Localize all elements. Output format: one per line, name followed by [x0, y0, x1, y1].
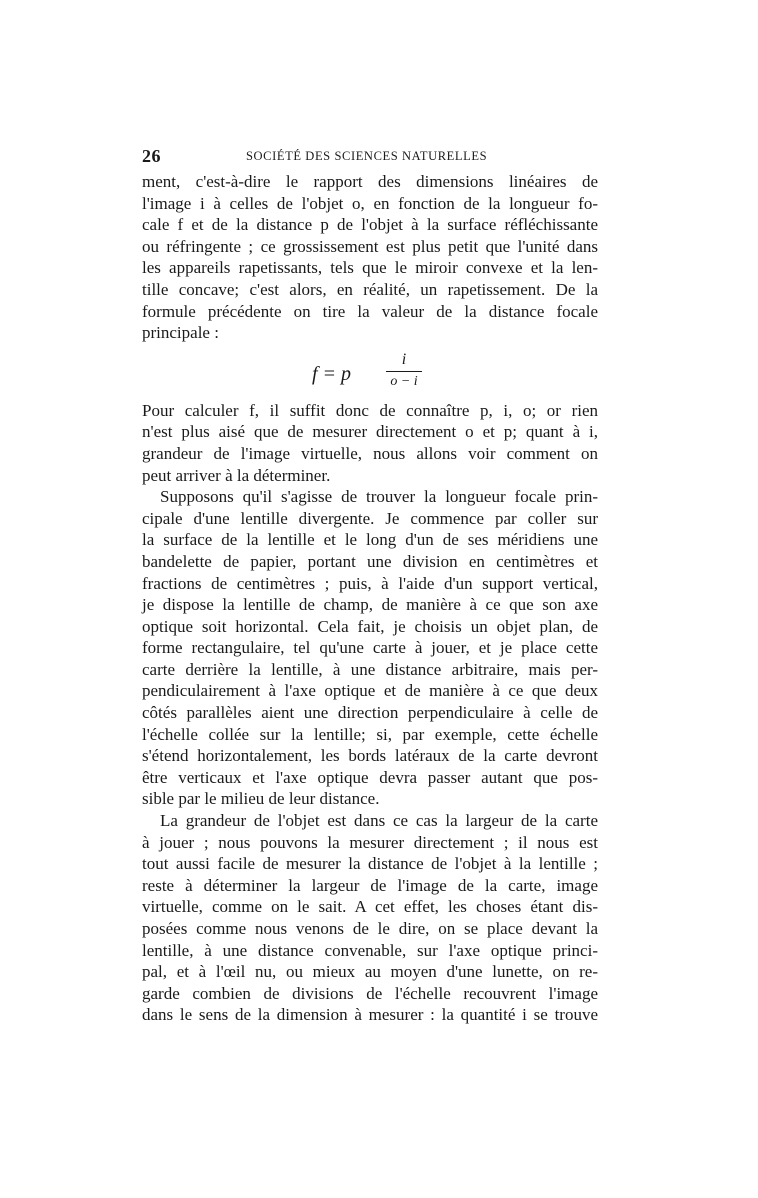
text-line: optique soit horizontal. Cela fait, je choisis un objet plan, de	[142, 616, 598, 636]
text-line: l'image i à celles de l'objet o, en fonction de la longueur fo-	[142, 193, 598, 213]
text-line: je dispose la lentille de champ, de manière à ce que son axe	[142, 595, 598, 615]
text-line: garde combien de divisions de l'échelle recouvrent l'image	[142, 983, 598, 1003]
paragraph-2	[142, 400, 598, 486]
running-head: SOCIÉTÉ DES SCIENCES NATURELLES	[246, 149, 488, 163]
text-line: forme rectangulaire, tel qu'une carte à jouer, et je place cette	[142, 638, 598, 658]
text-line: à jouer ; nous pouvons la mesurer directement ; il nous est	[142, 832, 598, 852]
page-header	[142, 146, 598, 170]
text-line: principale :	[142, 323, 219, 343]
text-line: formule précédente on tire la valeur de la distance focale	[142, 301, 598, 321]
text-line: Pour calculer f, il suffit donc de connaître p, i, o; or rien	[142, 400, 598, 420]
text-line: pendiculairement à l'axe optique et de manière à ce que deux	[142, 681, 598, 701]
text-line: la surface de la lentille et le long d'un de ses méridiens une	[142, 530, 598, 550]
text-line: Supposons qu'il s'agisse de trouver la longueur focale prin-	[160, 487, 598, 507]
text-line: tout aussi facile de mesurer la distance de l'objet à la lentille ;	[142, 854, 598, 874]
text-line: ou réfringente ; ce grossissement est plus petit que l'unité dans	[142, 236, 598, 256]
text-line: n'est plus aisé que de mesurer directement o et p; quant à i,	[142, 422, 598, 442]
paragraph-3	[142, 486, 598, 810]
text-line: dans le sens de la dimension à mesurer : la quantité i se trouve	[142, 1005, 598, 1025]
text-line: ment, c'est-à-dire le rapport des dimensions linéaires de	[142, 172, 598, 191]
text-line: carte derrière la lentille, à une distance arbitraire, mais per-	[142, 659, 598, 679]
formula-block	[142, 344, 598, 400]
text-line: reste à déterminer la largeur de l'image de la carte, image	[142, 875, 598, 895]
text-line: virtuelle, comme on le sait. A cet effet, les choses étant dis-	[142, 897, 598, 917]
formula-denominator: o − i	[390, 373, 418, 389]
text-line: les appareils rapetissants, tels que le miroir convexe et la len-	[142, 258, 598, 278]
text-line: être verticaux et l'axe optique devra passer autant que pos-	[142, 767, 598, 787]
text-line: lentille, à une distance convenable, sur l'axe optique princi-	[142, 940, 598, 960]
text-line: fractions de centimètres ; puis, à l'aide d'un support vertical,	[142, 573, 598, 593]
text-line: pal, et à l'œil nu, ou mieux au moyen d'une lunette, on re-	[142, 962, 598, 982]
text-line: cipale d'une lentille divergente. Je commence par coller sur	[142, 508, 598, 528]
text-line: grandeur de l'image virtuelle, nous allons voir comment on	[142, 443, 598, 463]
text-line: tille concave; c'est alors, en réalité, un rapetissement. De la	[142, 279, 598, 299]
text-line: cale f et de la distance p de l'objet à la surface réfléchissante	[142, 215, 598, 235]
text-line: bandelette de papier, portant une division en centimètres et	[142, 551, 598, 571]
formula-fraction	[384, 350, 424, 391]
formula-lhs: f = p	[312, 362, 352, 385]
text-line: La grandeur de l'objet est dans ce cas la largeur de la carte	[160, 811, 598, 831]
text-line: sible par le milieu de leur distance.	[142, 789, 380, 809]
page-number: 26	[142, 146, 161, 166]
text-line: s'étend horizontalement, les bords latéraux de la carte devront	[142, 746, 598, 766]
formula-numerator: i	[401, 350, 407, 368]
paragraph-4	[142, 810, 598, 1026]
text-line: peut arriver à la déterminer.	[142, 465, 331, 485]
text-line: posées comme nous venons de le dire, on se place devant la	[142, 919, 598, 938]
paragraph-1	[142, 171, 598, 344]
text-line: côtés parallèles aient une direction perpendiculaire à celle de	[142, 703, 598, 723]
body-text	[142, 171, 598, 1026]
text-line: l'échelle collée sur la lentille; si, par exemple, cette échelle	[142, 724, 598, 744]
fraction-bar	[386, 371, 422, 372]
